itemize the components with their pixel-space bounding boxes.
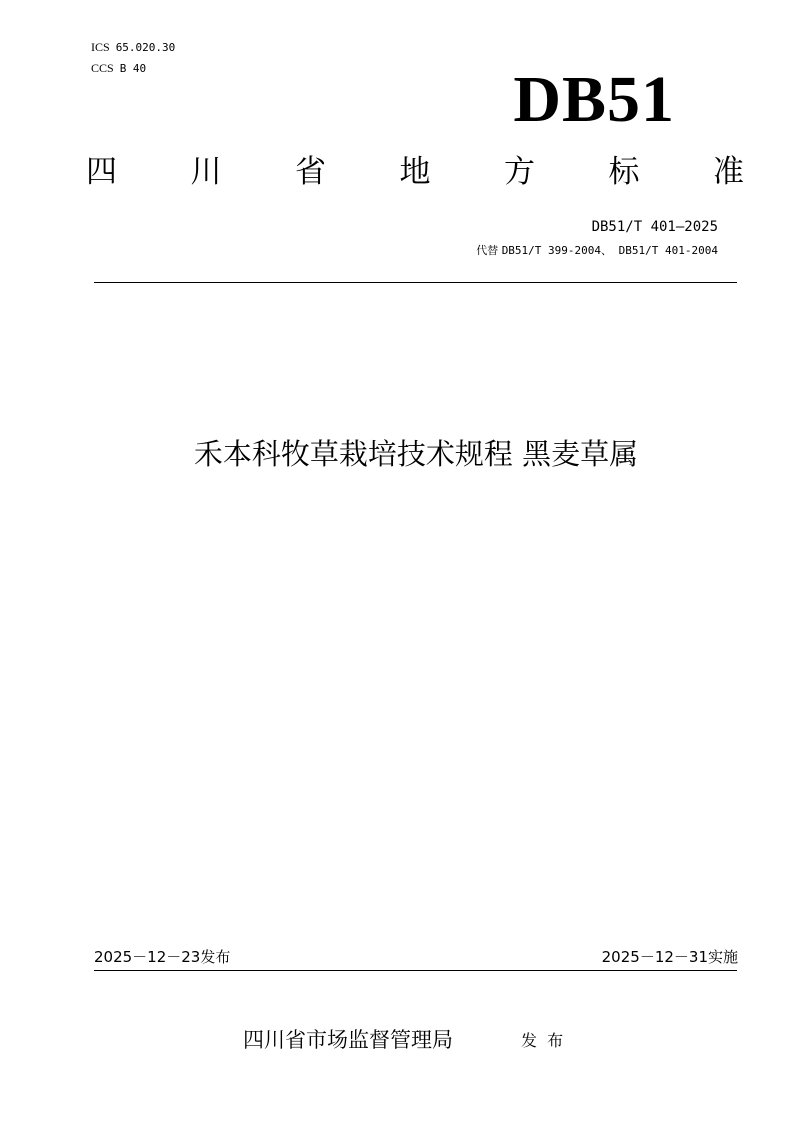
footer-divider — [94, 970, 737, 971]
standard-type-char: 四 — [86, 154, 117, 190]
standard-type-char: 标 — [608, 154, 640, 190]
standard-logo: DB51 — [513, 63, 675, 136]
standard-type-char: 准 — [713, 154, 744, 190]
ccs-label: CCS — [91, 61, 114, 75]
publish-label: 发 布 — [521, 1031, 564, 1050]
standard-number: DB51/T 401—2025 — [591, 219, 718, 235]
standard-type-char: 省 — [295, 154, 326, 190]
ics-code — [91, 40, 175, 55]
standard-type-char: 川 — [190, 154, 222, 190]
ccs-value: B 40 — [119, 62, 147, 75]
document-title: 禾本科牧草栽培技术规程 黑麦草属 — [193, 437, 639, 471]
standard-type-char: 地 — [399, 154, 431, 190]
replaces-value: DB51/T 399-2004、 DB51/T 401-2004 — [501, 244, 718, 257]
standard-type-heading — [86, 150, 744, 194]
header-divider — [94, 282, 737, 283]
ccs-code — [91, 61, 146, 76]
standard-type-char: 方 — [504, 154, 535, 190]
issue-date: 2025－12－23发布 — [94, 948, 231, 966]
publisher-name: 四川省市场监督管理局 — [243, 1028, 453, 1052]
ics-label: ICS — [91, 40, 110, 54]
ics-value: 65.020.30 — [115, 41, 176, 54]
implementation-date: 2025－12－31实施 — [601, 948, 738, 966]
replaces-note — [476, 244, 718, 258]
replaces-label: 代替 — [476, 244, 499, 257]
